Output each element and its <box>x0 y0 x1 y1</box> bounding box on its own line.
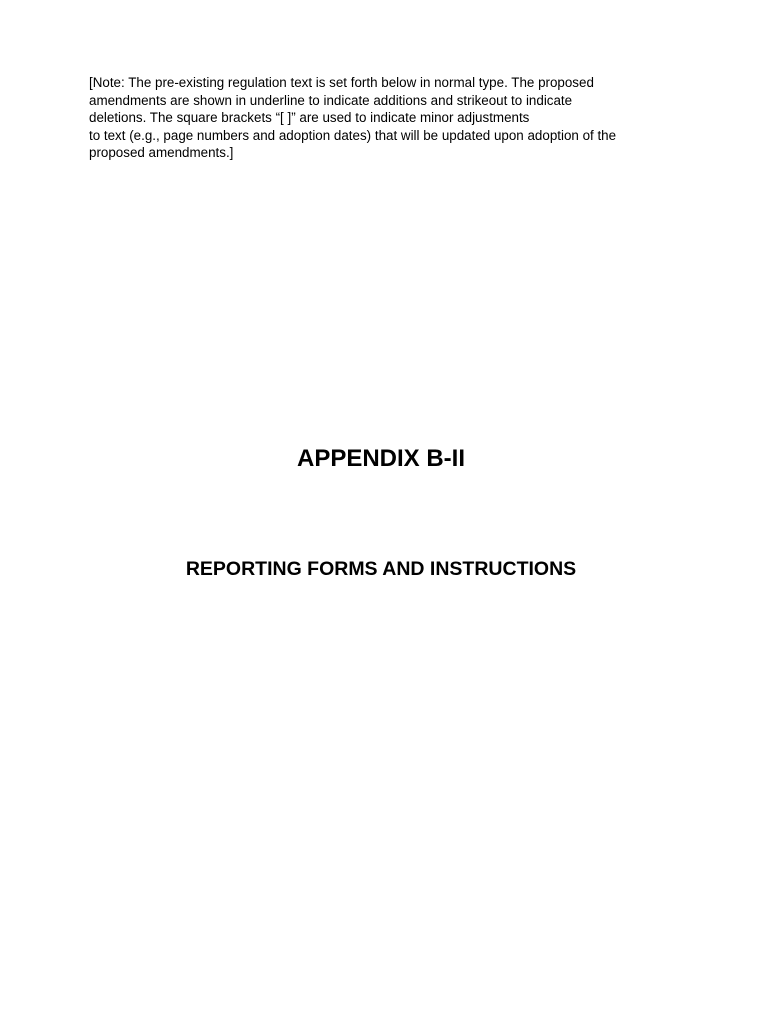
note-line-4: to text (e.g., page numbers and adoption dates) that will be updated upon adoption of the <box>89 127 617 143</box>
note-line-1: [Note: The pre-existing regulation text is set forth below in normal type. The proposed <box>89 75 594 90</box>
note-line-5: proposed amendments.] <box>89 145 234 161</box>
note-line-2: amendments are shown in underline to indicate additions and strikeout to indicate <box>89 92 573 108</box>
section-title: REPORTING FORMS AND INSTRUCTIONS <box>185 558 577 580</box>
note-line-3: deletions. The square brackets “[ ]” are used to indicate minor adjustments <box>89 110 530 126</box>
editorial-note <box>89 74 709 162</box>
appendix-title: APPENDIX B-II <box>296 445 466 472</box>
